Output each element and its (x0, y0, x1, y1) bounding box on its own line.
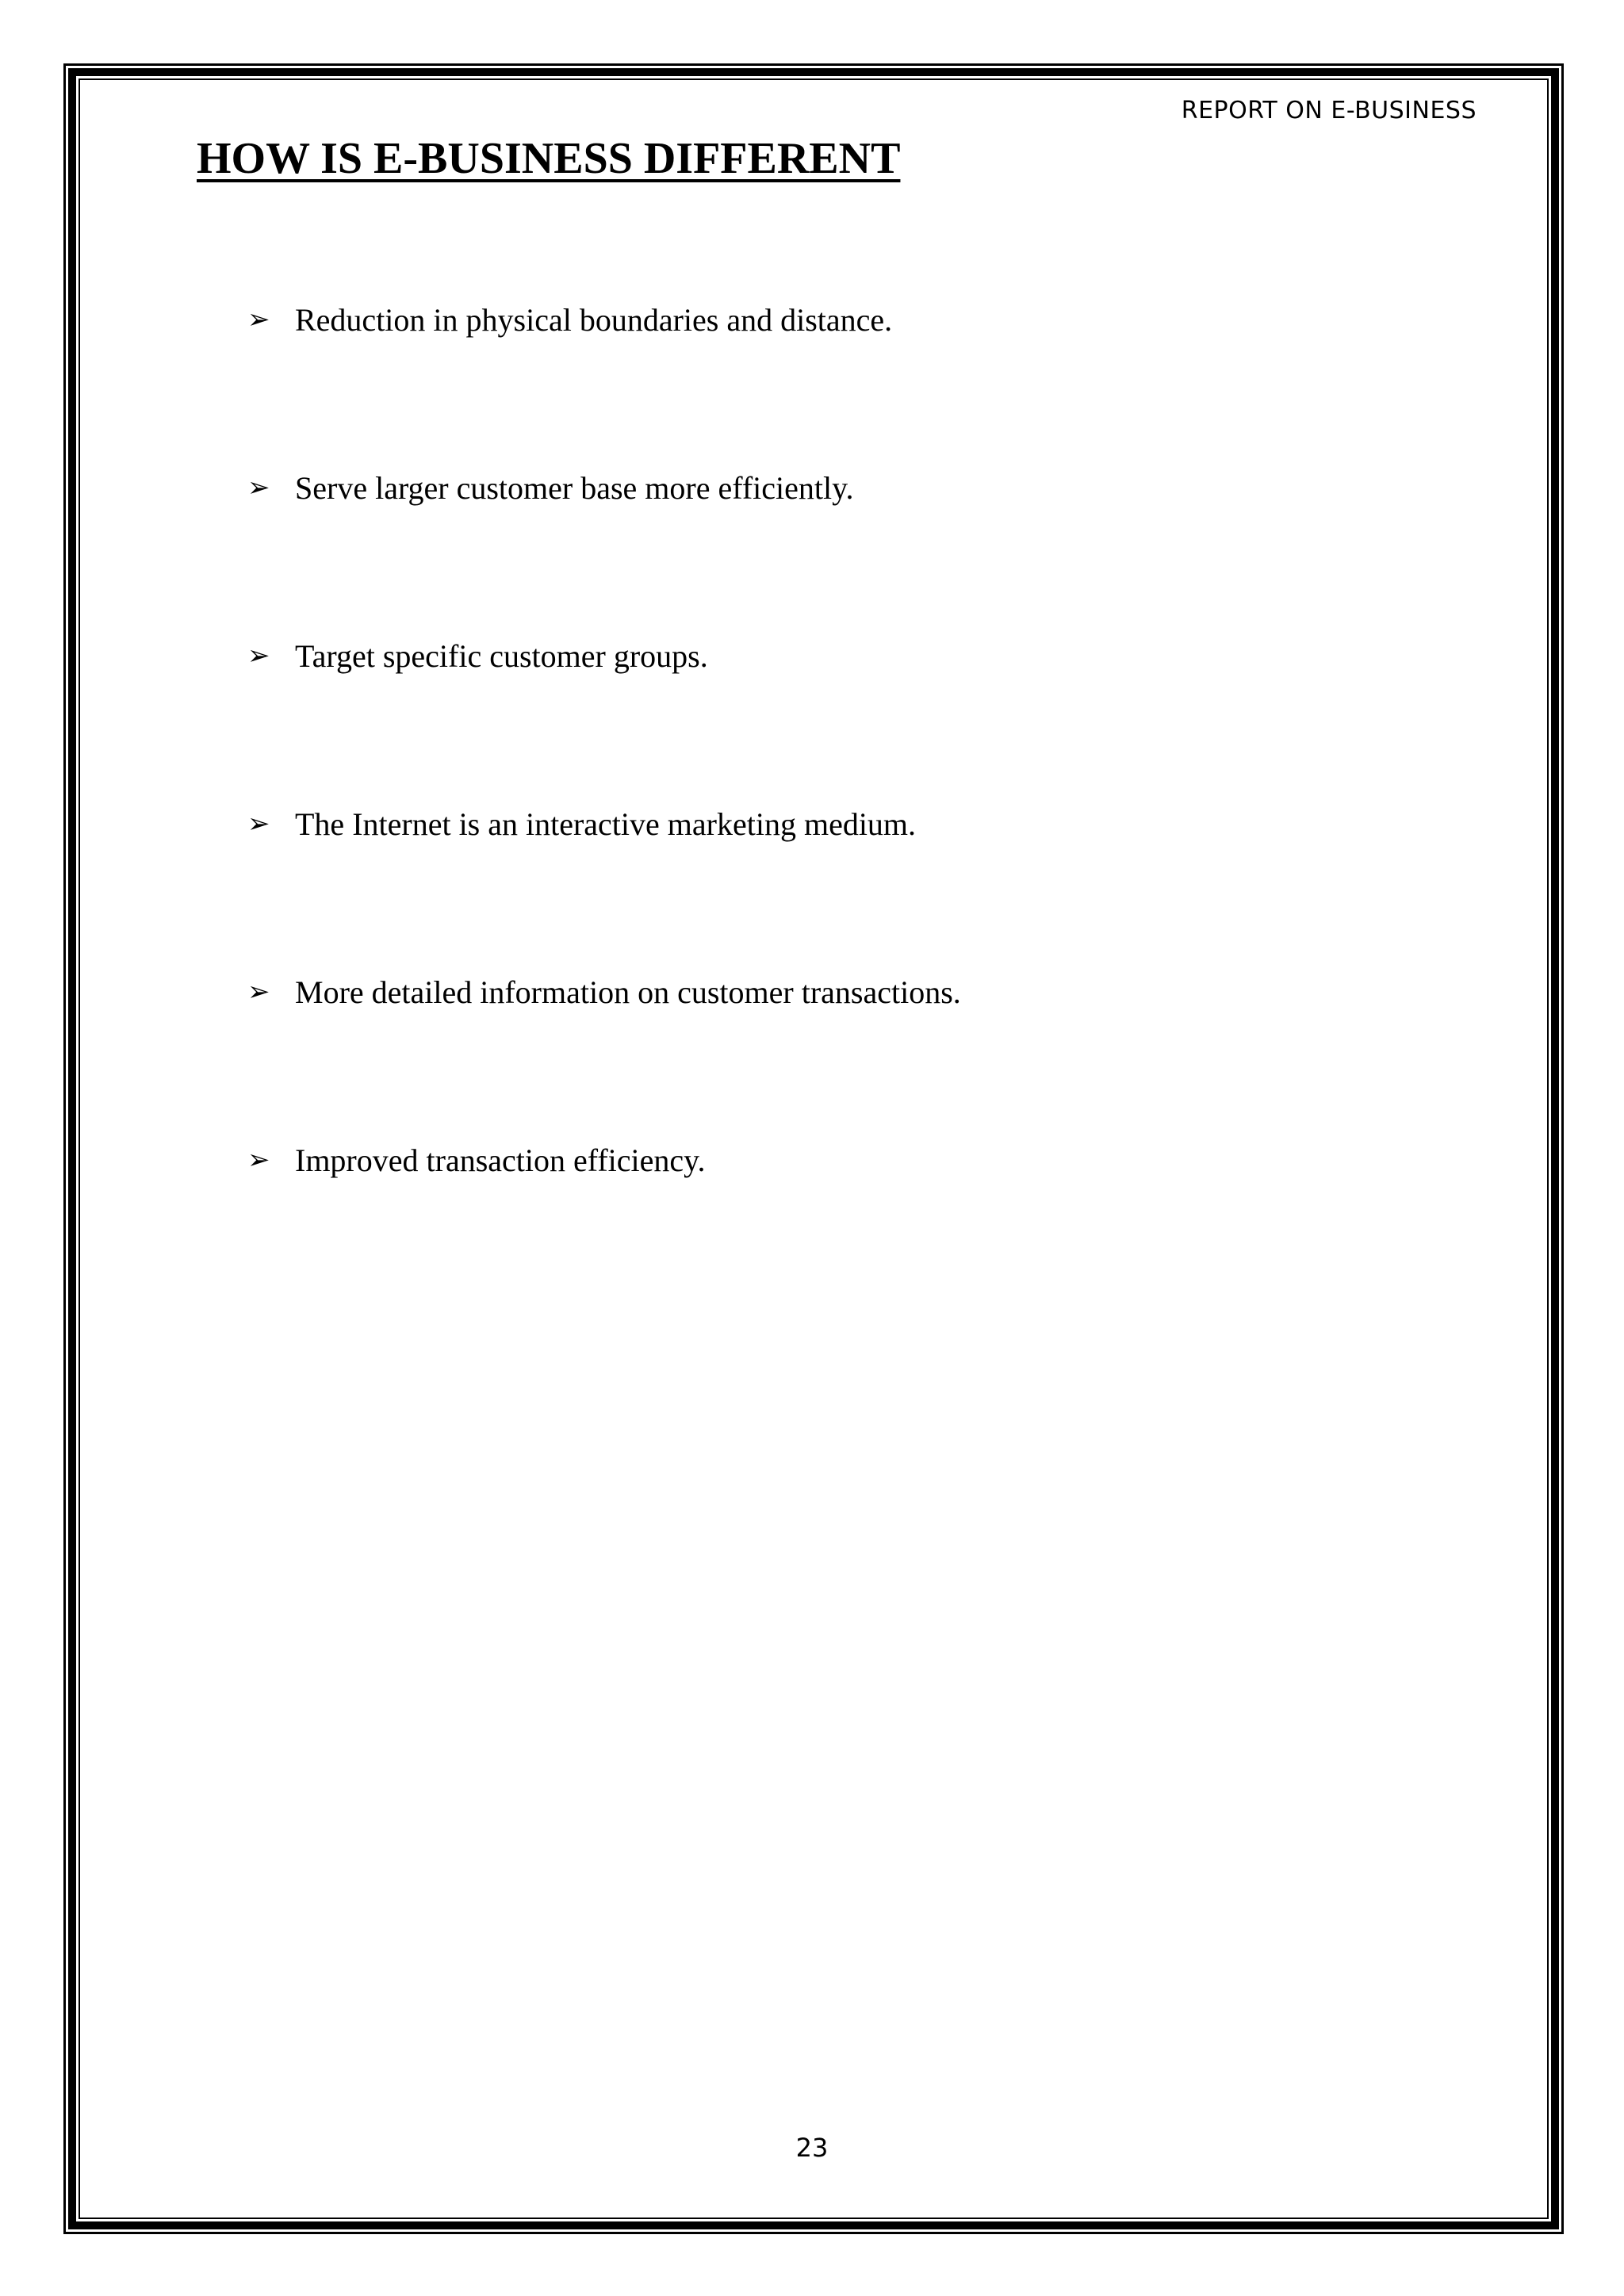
list-item (247, 1142, 961, 1310)
page-title: HOW IS E-BUSINESS DIFFERENT (197, 134, 901, 183)
list-item (247, 806, 961, 974)
bullet-list (247, 301, 961, 1310)
arrowhead-bullet-icon: ➢ (247, 978, 270, 1007)
arrowhead-bullet-icon: ➢ (247, 641, 270, 671)
arrowhead-bullet-icon: ➢ (247, 473, 270, 503)
list-item (247, 469, 961, 637)
list-item-text: Reduction in physical boundaries and distance. (295, 302, 893, 338)
list-item-text: The Internet is an interactive marketing medium. (295, 806, 917, 842)
page-number: 23 (795, 2133, 829, 2163)
list-item (247, 637, 961, 806)
list-item-text: Improved transaction efficiency. (295, 1142, 706, 1178)
list-item-text: More detailed information on customer transactions. (295, 974, 961, 1010)
list-item-text: Serve larger customer base more efficiently. (295, 470, 854, 506)
arrowhead-bullet-icon: ➢ (247, 1146, 270, 1175)
list-item (247, 301, 961, 469)
list-item (247, 974, 961, 1142)
arrowhead-bullet-icon: ➢ (247, 305, 270, 335)
list-item-text: Target specific customer groups. (295, 638, 708, 674)
running-header: REPORT ON E-BUSINESS (1181, 97, 1477, 124)
arrowhead-bullet-icon: ➢ (247, 809, 270, 839)
